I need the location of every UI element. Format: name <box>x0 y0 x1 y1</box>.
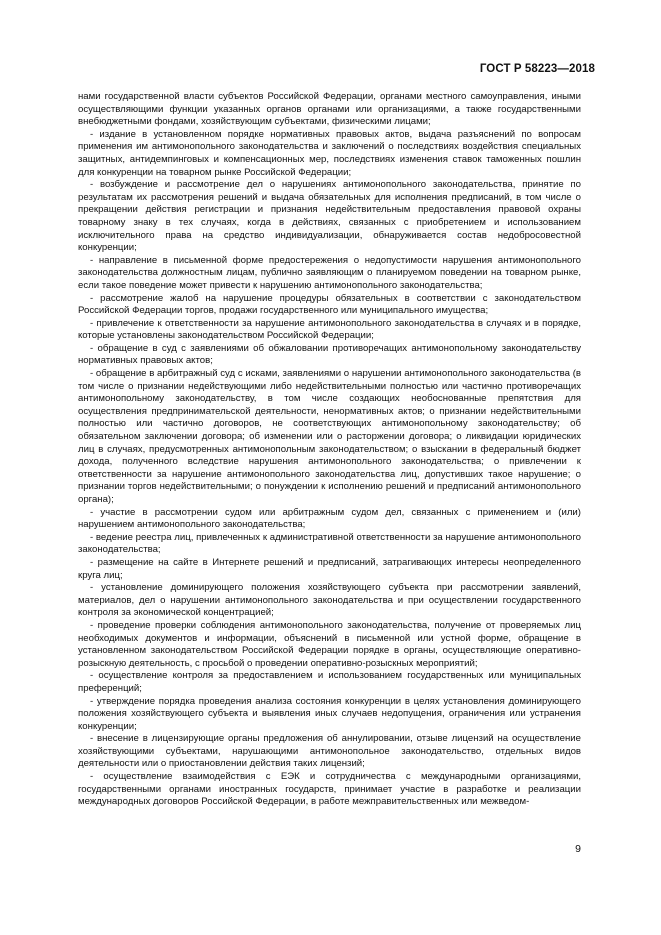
standard-header: ГОСТ Р 58223—2018 <box>479 63 595 75</box>
paragraph: - привлечение к ответственности за нарушение антимонопольного законодательства в случаях и в порядке, которые установлены законодательством Российской Федерации; <box>78 317 581 342</box>
paragraph: - участие в рассмотрении судом или арбитражным судом дел, связанных с применением и (или) нарушением антимонопольного законодательства; <box>78 506 581 531</box>
paragraph: - размещение на сайте в Интернете решений и предписаний, затрагивающих интересы неопределенного круга лиц; <box>78 556 581 581</box>
paragraph: - утверждение порядка проведения анализа состояния конкуренции в целях установления доминирующего положения хозяйствующего субъекта и выявления иных случаев недопущения, ограничения или устранения конкуренции; <box>78 695 581 732</box>
paragraph: - рассмотрение жалоб на нарушение процедуры обязательных в соответствии с законодательством Российской Федерации торгов, продажи государственного или муниципального имущества; <box>78 292 581 317</box>
paragraph: - установление доминирующего положения хозяйствующего субъекта при рассмотрении заявлений, материалов, дел о нарушении антимонопольного законодательства и при осуществлении государственного контроля за экономической концентрацией; <box>78 582 581 619</box>
paragraph: - направление в письменной форме предостережения о недопустимости нарушения антимонопольного законодательства должностным лицам, публично заявляющим о планируемом поведении на товарном рынке, если такое поведение может привести к нарушению антимонопольного законодательства; <box>78 254 581 291</box>
paragraph: - осуществление контроля за предоставлением и использованием государственных или муниципальных преференций; <box>78 670 581 694</box>
body-text <box>78 91 581 809</box>
paragraph: - издание в установленном порядке нормативных правовых актов, выдача разъяснений по вопросам применения им антимонопольного законодательства и заключений о последствиях воздействия специальных защитных, антидемпинговых и компенсационных мер, последствиях изменения ставок таможенных пошлин для конкуренции на товарном рынке Российской Федерации; <box>78 128 581 178</box>
paragraph: - внесение в лицензирующие органы предложения об аннулировании, отзыве лицензий на осуществление хозяйствующими субъектами, нарушающими антимонопольное законодательство, отдельных видов деятельности или о приостановлении действия таких лицензий; <box>78 733 581 770</box>
paragraph: - осуществление взаимодействия с ЕЭК и сотрудничества с международными организациями, государственными органами иностранных государств, принимает участие в разработке и реализации международных договоров Российской Федерации, в работе межправительственных или межведом- <box>78 771 581 808</box>
paragraph: - возбуждение и рассмотрение дел о нарушениях антимонопольного законодательства, принятие по результатам их рассмотрения решений и выдача обязательных для исполнения предписаний, в том числе о прекращении действия регистрации и признания недействительным предоставления правовой охраны товарному знаку в тех случаях, когда в действиях, связанных с приобретением и использованием исключительного права на средство индивидуализации, обнаруживается состав недобросовестной конкуренции; <box>78 179 581 254</box>
paragraph: - ведение реестра лиц, привлеченных к административной ответственности за нарушение антимонопольного законодательства; <box>78 531 581 556</box>
paragraph: - проведение проверки соблюдения антимонопольного законодательства, получение от проверяемых лиц необходимых документов и информации, объяснений в письменной или устной форме, обращение в установленном законодательством Российской Федерации порядке в органы, осуществляющие оперативно-розыскную деятельность, с просьбой о проведении оперативно-розыскных мероприятий; <box>78 619 581 669</box>
paragraph: - обращение в суд с заявлениями об обжаловании противоречащих антимонопольному законодательству нормативных правовых актов; <box>78 342 581 367</box>
paragraph: - обращение в арбитражный суд с исками, заявлениями о нарушении антимонопольного законодательства (в том числе о признании недействующими либо недействительными полностью или частично противоречащих антимонопольному законодательству, в том числе создающих необоснованные препятствия для осуществления предпринимательской деятельности, ненормативных актов; о признании недействительными полностью или частично договоров, не соответствующих антимонопольному законодательству; об обязательном заключении договора; об изменении или о расторжении договора; о ликвидации юридических лиц в случаях, предусмотренных антимонопольным законодательством; о взыскании в федеральный бюджет дохода, полученного вследствие нарушения антимонопольного законодательства; о привлечении к ответственности за нарушение антимонопольного законодательства лиц, допустивших такое нарушение; о признании торгов недействительными; о понуждении к исполнению решений и предписаний антимонопольного органа); <box>78 368 581 505</box>
paragraph: нами государственной власти субъектов Российской Федерации, органами местного самоуправления, иными осуществляющими функции указанных органов органами или организациями, а также государственными внебюджетными фондами, хозяйствующим субъектами, физическими лицами; <box>78 91 581 128</box>
page-number: 9 <box>575 843 581 855</box>
